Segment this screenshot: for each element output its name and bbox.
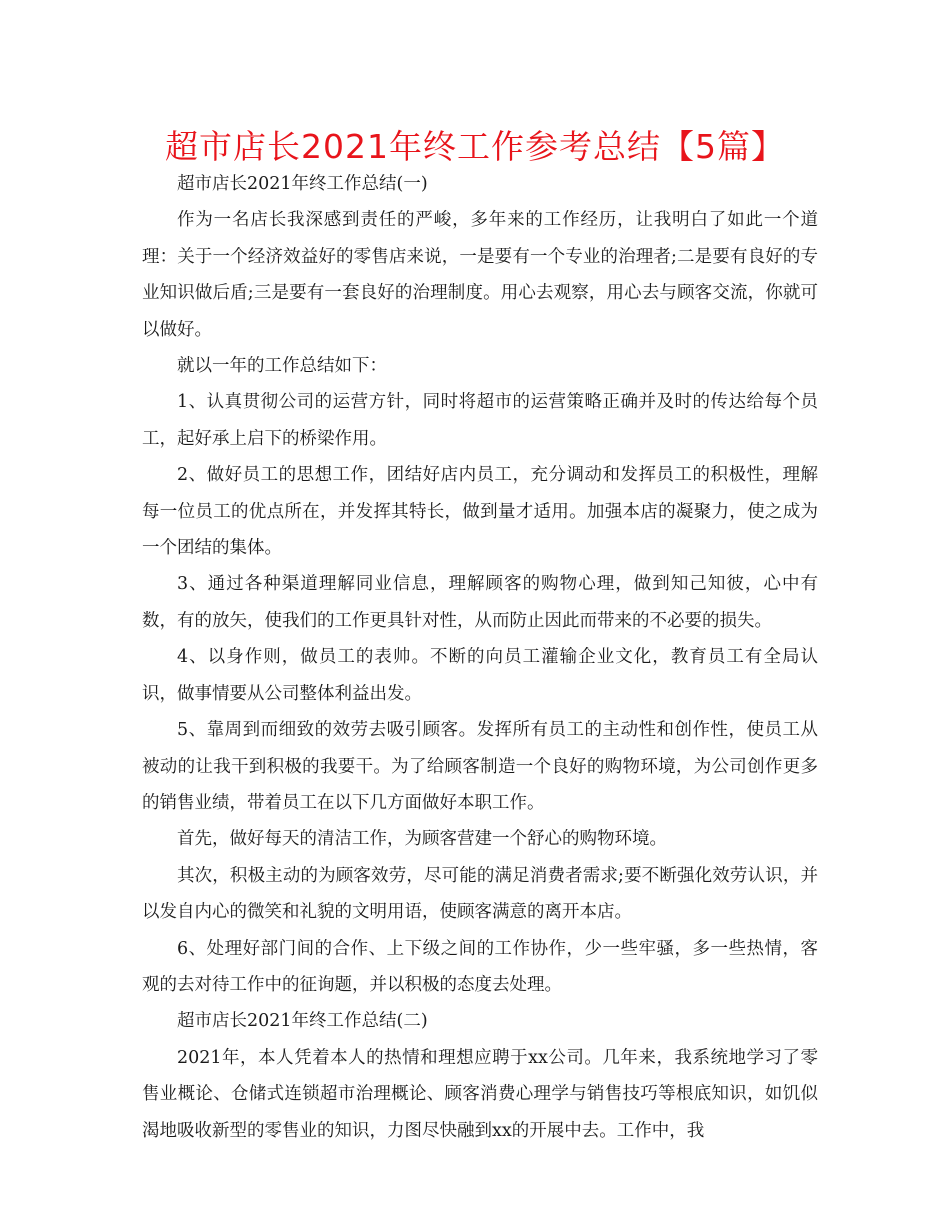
paragraph: 其次，积极主动的为顾客效劳，尽可能的满足消费者需求;要不断强化效劳认识，并以发自内心的微笑和礼貌的文明用语，使顾客满意的离开本店。 xyxy=(142,865,818,923)
list-item: 2、做好员工的思想工作，团结好店内员工，充分调动和发挥员工的积极性，理解每一位员工的优点所在，并发挥其特长，做到量才适用。加强本店的凝聚力，使之成为一个团结的集体。 xyxy=(142,465,818,559)
paragraph: 作为一名店长我深感到责任的严峻，多年来的工作经历，让我明白了如此一个道理：关于一个经济效益好的零售店来说，一是要有一个专业的治理者;二是要有良好的专业知识做后盾;三是要有一套良好的治理制度。用心去观察，用心去与顾客交流，你就可以做好。 xyxy=(142,210,818,340)
list-item: 6、处理好部门间的合作、上下级之间的工作协作，少一些牢骚，多一些热情，客观的去对待工作中的征询题，并以积极的态度去处理。 xyxy=(142,938,818,995)
document-title: 超市店长2021年终工作参考总结【5篇】 xyxy=(165,127,785,166)
section-heading: 超市店长2021年终工作总结(二) xyxy=(177,1011,428,1032)
paragraph: 2021年，本人凭着本人的热情和理想应聘于xx公司。几年来，我系统地学习了零售业概论、仓储式连锁超市治理概论、顾客消费心理学与销售技巧等根底知识，如饥似渴地吸收新型的零售业的知识，力图尽快融到xx的开展中去。工作中，我 xyxy=(142,1047,818,1141)
list-item: 1、认真贯彻公司的运营方针，同时将超市的运营策略正确并及时的传达给每个员工，起好承上启下的桥梁作用。 xyxy=(142,392,818,449)
list-item: 5、靠周到而细致的效劳去吸引顾客。发挥所有员工的主动性和创作性，使员工从被动的让我干到积极的我要干。为了给顾客制造一个良好的购物环境，为公司创作更多的销售业绩，带着员工在以下几方面做好本职工作。 xyxy=(142,720,818,813)
document-body xyxy=(142,166,818,1149)
paragraph: 首先，做好每天的清洁工作，为顾客营建一个舒心的购物环境。 xyxy=(177,829,667,850)
list-item: 3、通过各种渠道理解同业信息，理解顾客的购物心理，做到知己知彼，心中有数，有的放矢，使我们的工作更具针对性，从而防止因此而带来的不必要的损失。 xyxy=(142,574,818,631)
section-heading: 超市店长2021年终工作总结(一) xyxy=(177,174,428,194)
list-item: 4、以身作则，做员工的表帅。不断的向员工灌输企业文化，教育员工有全局认识，做事情要从公司整体利益出发。 xyxy=(142,647,818,704)
paragraph: 就以一年的工作总结如下： xyxy=(177,356,387,377)
